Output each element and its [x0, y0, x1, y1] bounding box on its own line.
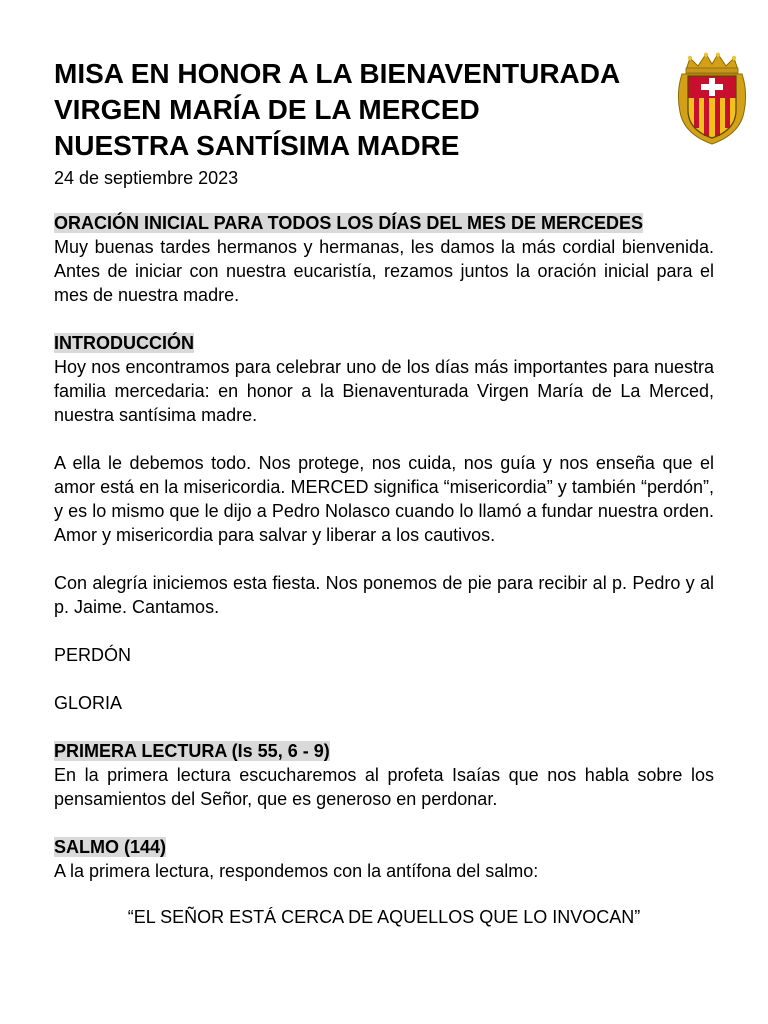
document-date: 24 de septiembre 2023: [54, 168, 239, 188]
heading-oracion-inicial: [54, 211, 714, 235]
heading-salmo-text: SALMO (144): [54, 837, 167, 857]
primera-lectura-text: En la primera lectura escucharemos al profeta Isaías que nos habla sobre los pensamientos del Señor, que es generoso en perdonar.: [54, 765, 714, 809]
heading-introduccion-text: INTRODUCCIÓN: [54, 333, 194, 353]
introduccion-paragraph-3: Con alegría iniciemos esta fiesta. Nos ponemos de pie para recibir al p. Pedro y al p. Jaime. Cantamos.: [54, 573, 714, 617]
salmo-antiphon: “EL SEÑOR ESTÁ CERCA DE AQUELLOS QUE LO INVOCAN”: [127, 907, 641, 927]
salmo-text: A la primera lectura, respondemos con la antífona del salmo:: [54, 861, 539, 881]
oracion-inicial-text: Muy buenas tardes hermanos y hermanas, les damos la más cordial bienvenida. Antes de iniciar con nuestra eucaristía, rezamos juntos la oración inicial para el mes de nuestra madre.: [54, 237, 714, 305]
document-title: [54, 56, 674, 164]
title-line-3: NUESTRA SANTÍSIMA MADRE: [54, 130, 460, 161]
heading-oracion-inicial-text: ORACIÓN INICIAL PARA TODOS LOS DÍAS DEL MES DE MERCEDES: [54, 213, 644, 233]
heading-primera-lectura-text: PRIMERA LECTURA (Is 55, 6 - 9): [54, 741, 330, 761]
heading-primera-lectura: [54, 739, 714, 763]
introduccion-paragraph-2: A ella le debemos todo. Nos protege, nos cuida, nos guía y nos enseña que el amor está en la misericordia. MERCED significa “misericordia” y también “perdón”, y es lo mismo que le dijo a Pedro Nolasco cuando lo llamó a fundar nuestra orden. Amor y misericordia para salvar y liberar a los cautivos.: [54, 453, 714, 545]
perdon-label: PERDÓN: [54, 645, 132, 665]
heading-introduccion: [54, 331, 714, 355]
introduccion-paragraph-1: Hoy nos encontramos para celebrar uno de los días más importantes para nuestra familia mercedaria: en honor a la Bienaventurada Virgen María de La Merced, nuestra santísima madre.: [54, 357, 714, 425]
title-line-1: MISA EN HONOR A LA BIENAVENTURADA: [54, 58, 621, 89]
heading-salmo: [54, 835, 714, 859]
title-line-2: VIRGEN MARÍA DE LA MERCED: [54, 94, 480, 125]
gloria-label: GLORIA: [54, 693, 123, 713]
document-page: [54, 56, 714, 929]
